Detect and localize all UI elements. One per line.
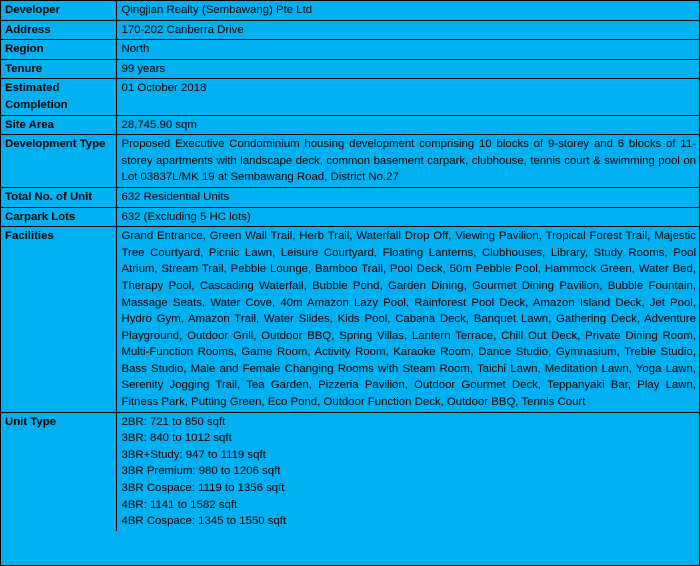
unit-type-line: 3BR+Study: 947 to 1119 sqft (121, 448, 266, 461)
unit-type-line: 4BR Cospace: 1345 to 1550 sqft (121, 515, 287, 528)
development-type-value: Proposed Executive Condominium housing development comprising 10 blocks of 9-storey and 6 blocks of 11-storey apartments with landscape deck, common basement carpark, clubhouse, tennis court & swimming pool on Lot 03837L/MK 19 at Sembawang Road, District No.27 (116, 135, 699, 188)
address-label: Address (1, 20, 116, 40)
tenure-value: 99 years (116, 59, 699, 79)
row-development-type (1, 135, 699, 188)
site-area-value: 28,745.90 sqm (116, 115, 699, 135)
row-estimated-completion (1, 79, 699, 115)
project-info-table (1, 1, 699, 531)
site-area-label: Site Area (1, 115, 116, 135)
developer-value: Qingjian Realty (Sembawang) Pte Ltd (116, 1, 699, 20)
region-value: North (116, 40, 699, 60)
developer-label: Developer (1, 1, 116, 20)
row-address (1, 20, 699, 40)
row-site-area (1, 115, 699, 135)
row-developer (1, 1, 699, 20)
row-tenure (1, 59, 699, 79)
unit-type-line: 3BR Premium: 980 to 1206 sqft (121, 465, 281, 478)
estimated-completion-label: Estimated Completion (1, 79, 116, 115)
total-units-value: 632 Residential Units (116, 187, 699, 207)
tenure-label: Tenure (1, 59, 116, 79)
unit-type-line: 3BR: 840 to 1012 sqft (121, 432, 232, 445)
unit-type-line: 2BR: 721 to 850 sqft (121, 415, 226, 428)
development-type-label: Development Type (1, 135, 116, 188)
carpark-lots-label: Carpark Lots (1, 207, 116, 227)
row-facilities (1, 227, 699, 413)
facilities-label: Facilities (1, 227, 116, 413)
unit-type-value (116, 412, 699, 531)
unit-type-line: 3BR Cospace: 1119 to 1356 sqft (121, 482, 285, 495)
row-unit-type (1, 412, 699, 531)
row-carpark-lots (1, 207, 699, 227)
row-total-units (1, 187, 699, 207)
unit-type-line: 4BR: 1141 to 1582 sqft (121, 498, 238, 511)
row-region (1, 40, 699, 60)
carpark-lots-value: 632 (Excluding 5 HC lots) (116, 207, 699, 227)
unit-type-label: Unit Type (1, 412, 116, 531)
address-value: 170-202 Canberra Drive (116, 20, 699, 40)
estimated-completion-value: 01 October 2018 (116, 79, 699, 115)
facilities-value: Grand Entrance, Green Wall Trail, Herb Trail, Waterfall Drop Off, Viewing Pavilion, Tropical Forest Trail, Majestic Tree Courtyard, Picnic Lawn, Leisure Courtyard, Floating Lanterns, Clubhouses, Library, Study Rooms, Pool Atrium, Stream Trail, Pebble Lounge, Bamboo Trail, Pool Deck, 50m Pebble Pool, Hammock Green, Water Bed, Therapy Pool, Cascading Waterfall, Bubble Pond, Garden Dining, Gourmet Dining Pavilion, Bubble Fountain, Massage Seats, Water Cove, 40m Amazon Lazy Pool, Rainforest Pool Deck, Amazon Island Deck, Jet Pool, Hydro Gym, Amazon Trail, Water Slides, Kids Pool, Cabana Deck, Banquet Lawn, Gathering Deck, Adventure Playground, Outdoor Grill, Outdoor BBQ, Spring Villas, Lantern Terrace, Chill Out Deck, Private Dining Room, Multi-Function Rooms, Game Room, Activity Room, Karaoke Room, Dance Studio, Gymnasium, Treble Studio, Bass Studio, Male and Female Changing Rooms with Steam Room, Taichi Lawn, Meditation Lawn, Yoga Lawn, Serenity Jogging Trail, Tea Garden, Pizzeria Pavilion, Outdoor Gourmet Deck, Teppanyaki Bar, Play Lawn, Fitness Park, Putting Green, Eco Pond, Outdoor Function Deck, Outdoor BBQ, Tennis Court (116, 227, 699, 413)
total-units-label: Total No. of Unit (1, 187, 116, 207)
region-label: Region (1, 40, 116, 60)
